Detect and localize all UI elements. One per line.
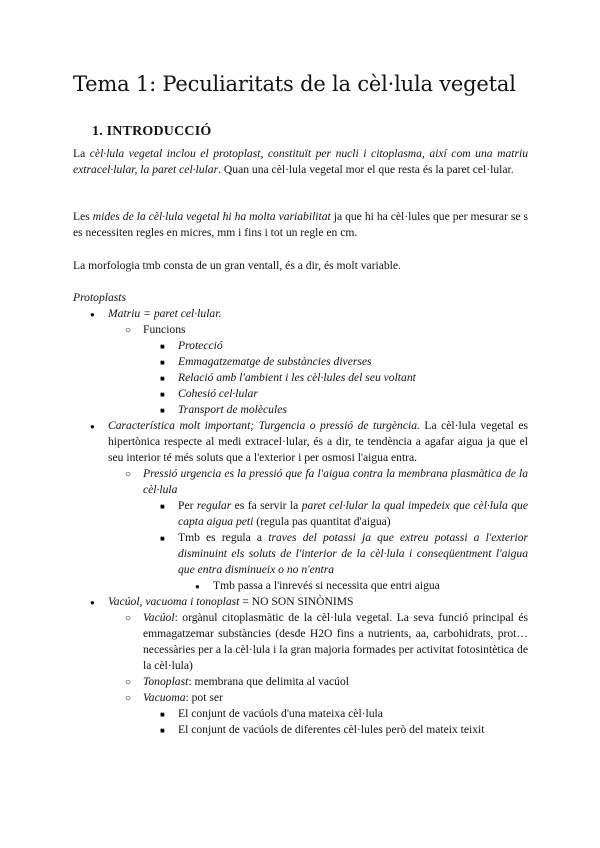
vacuoma-item: El conjunt de vacúols d'una mateixa cèl·lula: [178, 707, 383, 720]
pressio-text: Pressió urgencia es la pressió que fa l'aigua contra la membrana plasmàtica de la cèl·lula: [143, 467, 528, 496]
b3-text: Tmb passa a l'inrevés si necessita que entri aigua: [213, 579, 440, 592]
caracteristica-sublist: [108, 466, 528, 594]
funcio-text: Protecció: [178, 339, 223, 352]
caracteristica-italic: Característica molt important; Turgencia o pressió de turgència.: [108, 419, 420, 432]
list-item: [143, 386, 528, 402]
bullet-square-icon: [160, 370, 165, 387]
vacuol-label-italic: Vacúol, vacuoma i tonoplast: [108, 595, 240, 608]
list-item-tonoplast: [108, 674, 528, 690]
vacuol-label-text: = NO SON SINÒNIMS: [239, 595, 354, 608]
list-item: [143, 402, 528, 418]
bullet-square-icon: [160, 386, 165, 403]
b2-sublist: [178, 578, 528, 594]
bullet-square-icon: [160, 706, 165, 723]
page-title: Tema 1: Peculiaritats de la cèl·lula vegetal: [73, 72, 516, 96]
funcio-text: Relació amb l'ambient i les cèl·lules del seu voltant: [178, 371, 416, 384]
list-item-matriu: [73, 306, 528, 418]
bullet-square-icon: [160, 338, 165, 355]
list-item: [143, 722, 528, 738]
bullet-square-icon: [160, 498, 165, 515]
bullet-disc-icon: [90, 306, 95, 323]
vacuol-def: : orgànul citoplasmàtic de la cèl·lula vegetal. La seva funció principal és emmagatzemar substàncies (desde H2O fins a nutrients, aa, carbohidrats, prot… necessàries per a la cèl·lula i la gran majoria formades per activitat fotosintètica de la cèl·lula): [143, 611, 528, 672]
para2-text-2: ja que hi ha cèl·lules que per mesurar se s es necessiten regles en micres, mm i fins i tot un regle en cm.: [73, 210, 529, 239]
bullet-disc-icon: [90, 594, 95, 611]
sizes-paragraph: [73, 209, 528, 241]
para1-text-2: . Quan una cèl·lula vegetal mor el que resta és la paret cel·lular.: [218, 163, 514, 176]
list-item: [143, 498, 528, 530]
para2-text-1: Les: [73, 210, 93, 223]
funcions-label: Funcions: [143, 323, 186, 336]
b2-text-1: Tmb es regula a: [178, 531, 269, 544]
tonoplast-term: Tonoplast: [143, 675, 189, 688]
list-item-vacuol: [73, 594, 528, 738]
vacuol-sublist: [108, 610, 528, 738]
protoplasts-block: [73, 290, 528, 738]
list-item-funcions: [108, 322, 528, 418]
bullet-disc-icon: [90, 418, 95, 435]
list-item: [143, 706, 528, 722]
list-item: [178, 578, 528, 594]
funcions-list: [143, 338, 528, 418]
bullet-circle-icon: [125, 690, 131, 707]
vacuol-term: Vacúol: [143, 611, 175, 624]
bullet-square-icon: [160, 354, 165, 371]
b1-text-2: es fa servir la: [231, 499, 302, 512]
para2-italic: mides de la cèl·lula vegetal hi ha molta variabilitat: [92, 210, 331, 223]
para1-text-1: La: [73, 147, 90, 160]
tonoplast-def: : membrana que delimita al vacúol: [188, 675, 349, 688]
vacuoma-list: [143, 706, 528, 738]
b2-italic-1: traves del potassi ja que extreu potassi a l'exterior disminuint els soluts de l'interior de la cèl·lula i conseqüentment l'aigua que entra disminueix o no n'entra: [178, 531, 529, 576]
para3-text: La morfologia tmb consta de un gran ventall, és a dir, és molt variable.: [73, 259, 401, 272]
para1-italic: cèl·lula vegetal inclou el protoplast, constituït per nucli i citoplasma, així com una matriu extracel·lular, la paret cel·lular: [73, 147, 528, 176]
list-item: [143, 530, 528, 594]
list-item-vacuoma: [108, 690, 528, 738]
bullet-circle-icon: [125, 674, 131, 691]
protoplasts-heading: Protoplasts: [73, 291, 127, 304]
bullet-circle-icon: [125, 610, 131, 627]
bullet-circle-icon: [125, 466, 131, 483]
b1-italic-1: regular: [196, 499, 232, 512]
vacuoma-def: : pot ser: [185, 691, 223, 704]
bullet-square-icon: [160, 530, 165, 547]
list-item: [143, 354, 528, 370]
protoplasts-list: [73, 306, 528, 738]
matriu-label: Matriu = paret cel·lular.: [108, 307, 222, 320]
list-item-vacuol-def: [108, 610, 528, 674]
funcio-text: Cohesió cel·lular: [178, 387, 258, 400]
funcio-text: Transport de molècules: [178, 403, 287, 416]
list-item-pressio: [108, 466, 528, 594]
b1-italic-2: paret cel·lular la qual impedeix que cèl·lula que capta aigua peti: [178, 499, 528, 528]
section-heading: 1. INTRODUCCIÓ: [92, 124, 212, 139]
bullet-square-icon: [160, 402, 165, 419]
b1-text-3: (regula pas quantitat d'aigua): [253, 515, 391, 528]
bullet-circle-icon: [125, 322, 131, 339]
bullet-disc-icon: [195, 578, 200, 595]
vacuoma-item: El conjunt de vacúols de diferentes cèl·lules però del mateix teixit: [178, 723, 485, 736]
list-item: [143, 338, 528, 354]
b1-text-1: Per: [178, 499, 197, 512]
list-item-caracteristica: [73, 418, 528, 594]
list-item: [143, 370, 528, 386]
matriu-sublist: [108, 322, 528, 418]
caracteristica-text: La cèl·lula vegetal es hipertònica respecte al medi extracel·lular, és a dir, te tendència a agafar aigua ja que el seu interior té més soluts que a l'exterior i per osmosi l'aigua entra.: [108, 419, 528, 464]
funcio-text: Emmagatzematge de substàncies diverses: [178, 355, 372, 368]
morphology-paragraph: [73, 258, 528, 274]
vacuoma-term: Vacuoma: [143, 691, 186, 704]
bullet-square-icon: [160, 722, 165, 739]
pressio-list: [143, 498, 528, 594]
intro-paragraph: [73, 146, 528, 178]
